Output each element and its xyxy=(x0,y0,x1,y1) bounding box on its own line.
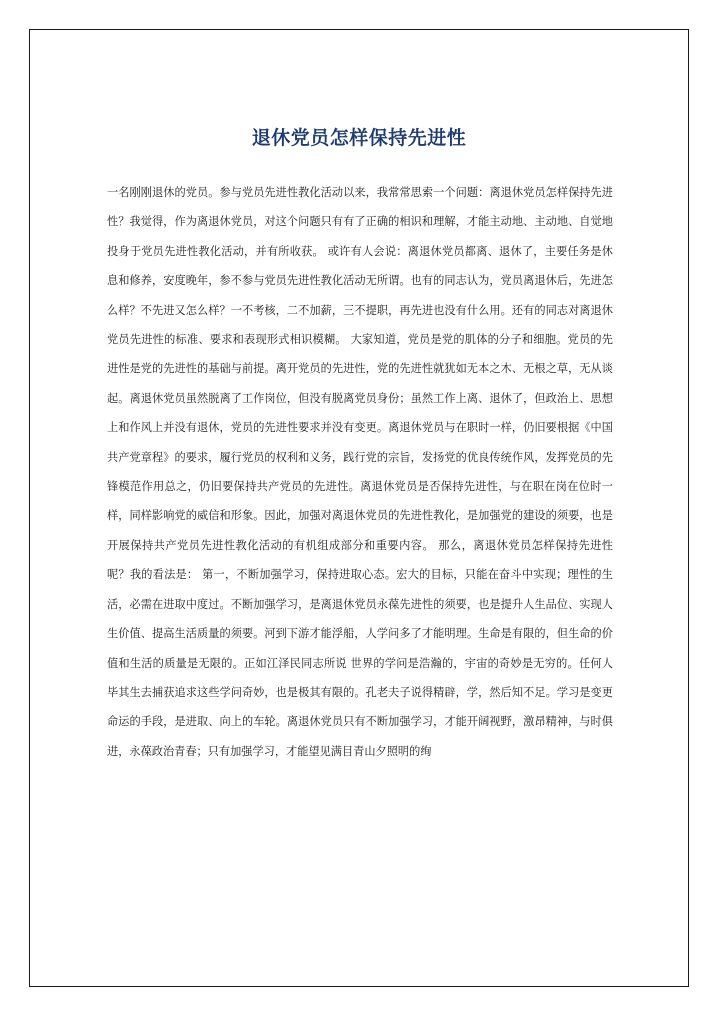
document-title: 退休党员怎样保持先进性 xyxy=(251,127,467,149)
document-body-paragraph: 一名刚刚退休的党员。参与党员先进性教化活动以来，我常常思索一个问题：离退休党员怎样保持先进性？我觉得，作为离退休党员，对这个问题只有有了正确的相识和理解，才能主动地、主动地、自觉地投身于党员先进性教化活动，并有所收获。 或许有人会说：离退休党员都离、退休了，主要任务是休息和修养，安度晚年，参不参与党员先进性教化活动无所谓。也有的同志认为，党员离退休后，先进怎么样？不先进又怎么样？一不考核，二不加薪，三不提职，再先进也没有什么用。还有的同志对离退休党员先进性的标准、要求和表现形式相识模糊。 大家知道，党员是党的肌体的分子和细胞。党员的先进性是党的先进性的基础与前提。离开党员的先进性，党的先进性就犹如无本之木、无根之草，无从谈起。离退休党员虽然脱离了工作岗位，但没有脱离党员身份；虽然工作上离、退休了，但政治上、思想上和作风上并没有退休，党员的先进性要求并没有变更。离退休党员与在职时一样，仍旧要根据《中国共产党章程》的要求，履行党员的权利和义务，践行党的宗旨，发扬党的优良传统作风，发挥党员的先锋模范作用总之，仍旧要保持共产党员的先进性。离退休党员是否保持先进性，与在职在岗在位时一样，同样影响党的威信和形象。因此，加强对离退休党员的先进性教化，是加强党的建设的须要，也是开展保持共产党员先进性教化活动的有机组成部分和重要内容。 那么，离退休党员怎样保持先进性呢？我的看法是： 第一，不断加强学习，保持进取心态。宏大的目标，只能在奋斗中实现；理性的生活，必需在进取中度过。不断加强学习，是离退休党员永葆先进性的须要，也是提升人生品位、实现人生价值、提高生活质量的须要。河到下游才能浮船，人学问多了才能明理。生命是有限的，但生命的价值和生活的质量是无限的。正如江泽民同志所说 世界的学问是浩瀚的，宇宙的奇妙是无穷的。任何人毕其生去捕获追求这些学问奇妙，也是极其有限的。孔老夫子说得精辟，学，然后知不足。学习是变更命运的手段，是进取、向上的车轮。离退休党员只有不断加强学习，才能开阔视野，激昂精神，与时俱进，永葆政治青春；只有加强学习，才能望见满目青山夕照明的绚 xyxy=(107,186,613,758)
document-page xyxy=(29,29,689,987)
